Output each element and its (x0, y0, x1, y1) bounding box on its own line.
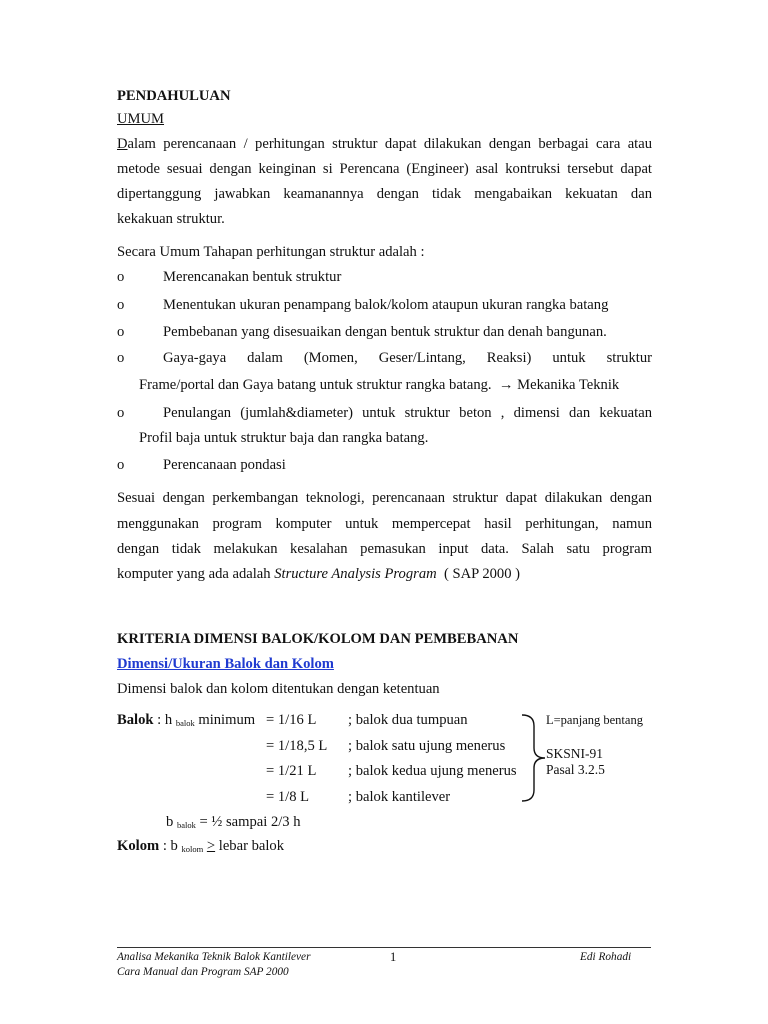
para-line: Sesuai dengan perkembangan teknologi, perencanaan struktur dapat dilakukan dengan (117, 490, 652, 506)
standard-code: SKSNI-91 (546, 746, 604, 761)
kolom-label: Kolom (117, 838, 160, 854)
step-item: Merencanakan bentuk struktur (163, 269, 342, 285)
balok-desc: ; balok dua tumpuan (348, 712, 468, 728)
drop-letter: D (117, 136, 128, 152)
b-prefix: b (166, 814, 174, 830)
bullet-marker: o (117, 457, 125, 473)
step-item: Penulangan (jumlah&diameter) untuk struktur beton , dimensi dan kekuatan (163, 405, 652, 421)
balok-desc: ; balok satu ujung menerus (348, 738, 506, 754)
balok-sub: balok (175, 718, 195, 728)
bullet-marker: o (117, 324, 125, 340)
bullet-marker: o (117, 269, 125, 285)
para-line: dengan tidak melakukan kesalahan pemasukan input data. Salah satu program (117, 541, 652, 557)
step-item: Gaya-gaya dalam (Momen, Geser/Lintang, Reaksi) untuk struktur (163, 350, 652, 366)
bullet-marker: o (117, 405, 125, 421)
step-item: Pembebanan yang disesuaikan dengan bentuk struktur dan denah bangunan. (163, 324, 607, 340)
kolom-rest: lebar balok (218, 838, 285, 854)
balok-minimum: minimum (198, 712, 256, 728)
footer-divider (117, 947, 651, 948)
balok-label: Balok (117, 712, 154, 728)
step-cont-text: Frame/portal dan Gaya batang untuk struktur rangka batang. (139, 377, 492, 393)
bullet-marker: o (117, 350, 125, 366)
intro-line: metode sesuai dengan keinginan si Perencana (Engineer) asal kontruksi tersebut dapat (117, 161, 652, 177)
step-item-continuation (139, 377, 619, 394)
balok-formula (117, 712, 255, 729)
standard-article: Pasal 3.2.5 (546, 762, 605, 777)
dimension-link[interactable]: Dimensi/Ukuran Balok dan Kolom (117, 656, 334, 672)
footer-title: Analisa Mekanika Teknik Balok Kantilever (117, 951, 311, 963)
program-name: Structure Analysis Program (274, 566, 437, 582)
footer-author: Edi Rohadi (580, 951, 632, 963)
program-abbr: ( SAP 2000 ) (443, 566, 521, 582)
intro-line: dipertanggung jawabkan keamanannya dengan tidak mengabaikan kekuatan dan (117, 186, 652, 202)
kolom-sub: kolom (181, 844, 204, 854)
step-item-continuation: Profil baja untuk struktur baja dan rangka batang. (139, 430, 429, 446)
intro-line (117, 136, 652, 153)
section-subheading: UMUM (117, 111, 165, 127)
arrow-right-icon: → (498, 377, 514, 393)
balok-desc: ; balok kantilever (348, 789, 451, 805)
footer-subtitle: Cara Manual dan Program SAP 2000 (117, 966, 289, 978)
balok-value: = 1/18,5 L (266, 738, 328, 754)
kolom-formula (117, 838, 284, 855)
b-value: = ½ sampai 2/3 h (199, 814, 301, 830)
balok-value: = 1/8 L (266, 789, 310, 805)
length-definition: L=panjang bentang (546, 713, 643, 727)
balok-value: = 1/16 L (266, 712, 317, 728)
intro-line: kekakuan struktur. (117, 211, 225, 227)
balok-desc: ; balok kedua ujung menerus (348, 763, 517, 779)
balok-h: : h (157, 712, 173, 728)
page-title: PENDAHULUAN (117, 88, 231, 104)
step-item: Menentukan ukuran penampang balok/kolom ataupun ukuran rangka batang (163, 297, 609, 313)
para-line (117, 566, 520, 583)
dimension-intro: Dimensi balok dan kolom ditentukan dengan ketentuan (117, 681, 440, 697)
steps-intro: Secara Umum Tahapan perhitungan struktur adalah : (117, 244, 425, 260)
para-line: menggunakan program komputer untuk mempercepat hasil perhitungan, namun (117, 516, 652, 532)
intro-line-text: alam perencanaan / perhitungan struktur dapat dilakukan dengan berbagai cara atau (127, 136, 652, 152)
balok-value: = 1/21 L (266, 763, 317, 779)
page-number: 1 (390, 950, 397, 964)
step-item: Perencanaan pondasi (163, 457, 286, 473)
section-heading: KRITERIA DIMENSI BALOK/KOLOM DAN PEMBEBANAN (117, 631, 519, 647)
para-text: komputer yang ada adalah (117, 566, 271, 582)
curly-brace-icon (518, 712, 548, 804)
bullet-marker: o (117, 297, 125, 313)
b-sub: balok (176, 820, 196, 830)
kolom-operator: > (206, 838, 216, 854)
step-target: Mekanika Teknik (517, 377, 620, 393)
kolom-b: : b (162, 838, 178, 854)
b-balok-formula (166, 814, 301, 831)
